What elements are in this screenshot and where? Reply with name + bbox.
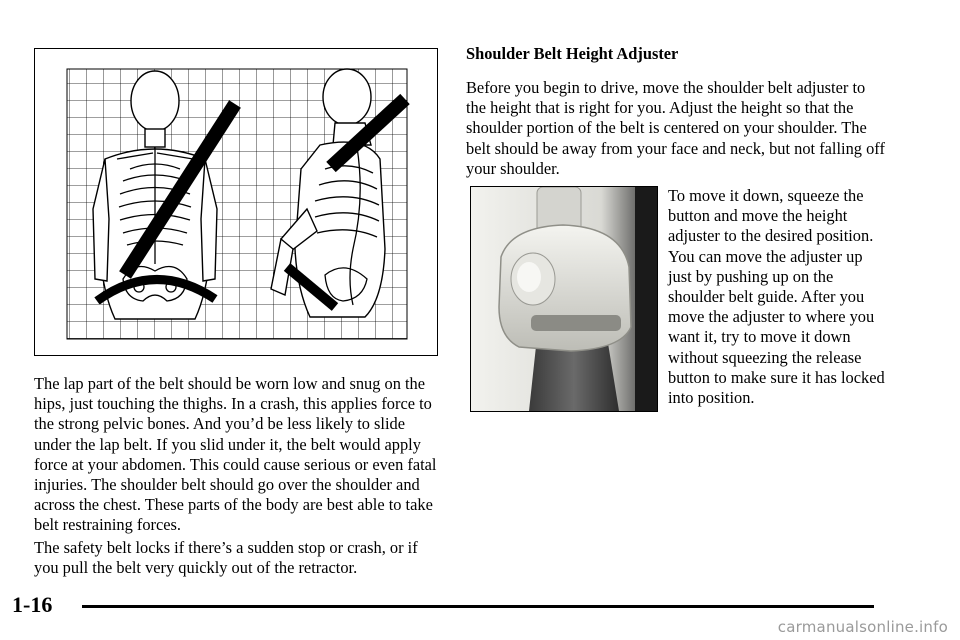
- footer-rule: [82, 605, 874, 608]
- belt-adjuster-figure: [470, 186, 658, 412]
- skeleton-seatbelt-figure: [34, 48, 438, 356]
- watermark: carmanualsonline.info: [777, 618, 948, 636]
- adjuster-intro-paragraph: Before you begin to drive, move the shoulder belt adjuster to the height that is right for you. Adjust the height so that the shoulder portion of the belt is centered on your shoulder. The belt should be away from your face and neck, but not falling off your shoulder.: [466, 78, 885, 178]
- section-heading: Shoulder Belt Height Adjuster: [466, 44, 679, 63]
- page-number: 1-16: [12, 592, 53, 617]
- shoulder-belt-adjuster-photo-icon: [471, 187, 657, 411]
- lap-belt-paragraph: The lap part of the belt should be worn low and snug on the hips, just touching the thighs. In a crash, this applies force to the strong pelvic bones. And you’d be less likely to slide under the lap belt. If you slid under it, the belt would apply force at your abdomen. This could cause serious or even fatal injuries. The shoulder belt should go over the shoulder and across the chest. These parts of the body are best able to take belt restraining forces.: [34, 374, 437, 535]
- adjuster-instructions-paragraph: To move it down, squeeze the button and move the height adjuster to the desired position. You can move the adjuster up just by pushing up on the shoulder belt guide. After you move the adjuster to where you want it, try to move it down without squeezing the release button to make sure it has locked into position.: [668, 186, 885, 408]
- skeleton-seatbelt-illustration-icon: [35, 49, 437, 355]
- belt-lock-paragraph: The safety belt locks if there’s a sudden stop or crash, or if you pull the belt very quickly out of the retractor.: [34, 538, 418, 578]
